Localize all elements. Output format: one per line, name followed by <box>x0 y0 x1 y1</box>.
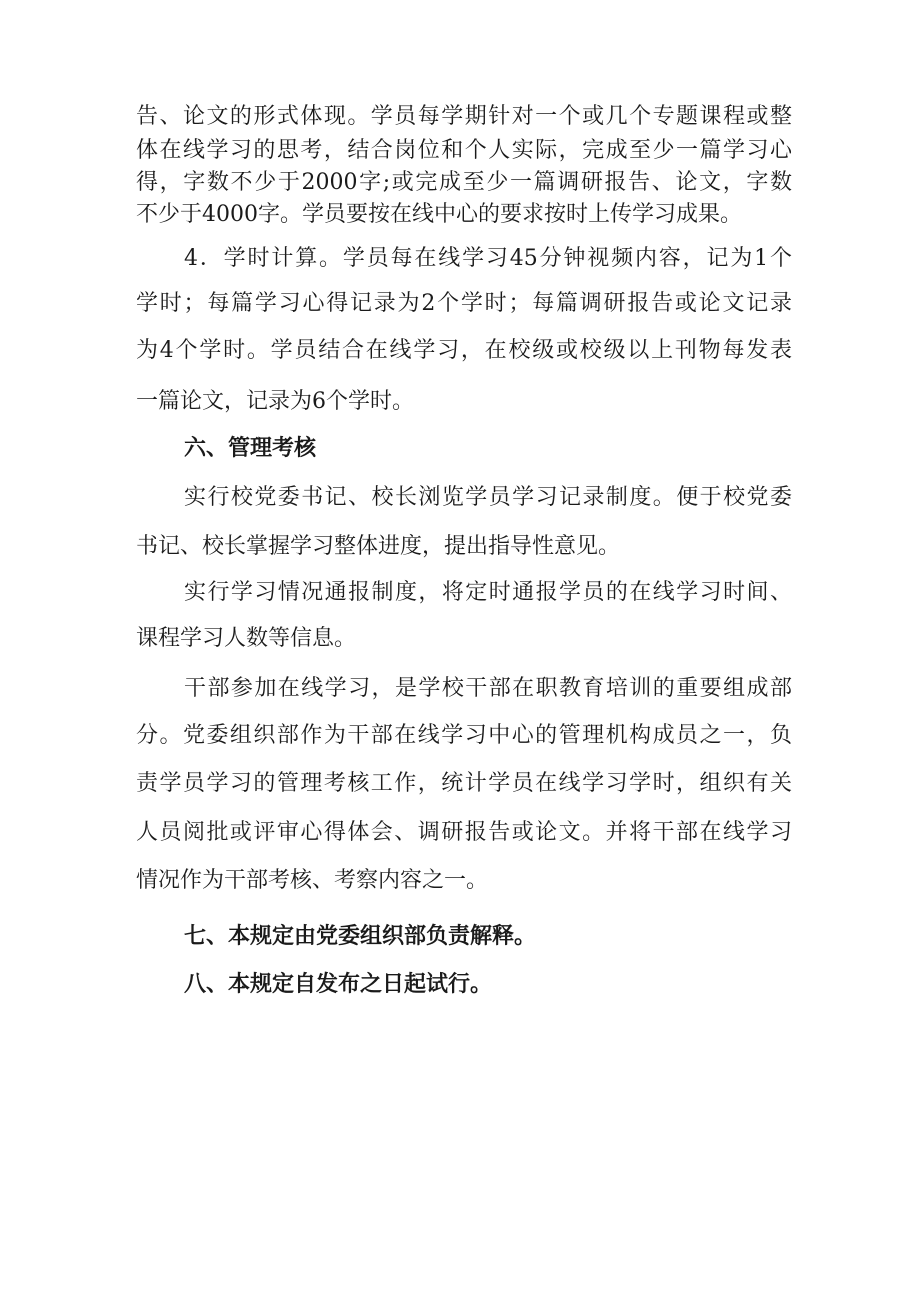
item4-line-4: 一篇论文，记录为6个学时。 <box>136 389 414 414</box>
section6-para3-line-4: 人员阅批或评审心得体会、调研报告或论文。并将干部在线学习 <box>136 820 792 845</box>
section6-para3-line-2: 分。党委组织部作为干部在线学习中心的管理机构成员之一，负 <box>136 723 792 748</box>
section6-para3-line-5: 情况作为干部考核、考察内容之一。 <box>136 868 489 893</box>
intro-line-1: 告、论文的形式体现。学员每学期针对一个或几个专题课程或整 <box>136 104 792 129</box>
section6-para3-line-1: 干部参加在线学习，是学校干部在职教育培训的重要组成部 <box>184 676 792 701</box>
intro-line-2: 体在线学习的思考，结合岗位和个人实际，完成至少一篇学习心 <box>136 138 792 163</box>
section8-heading: 八、本规定自发布之日起试行。 <box>184 972 493 997</box>
section7-heading: 七、本规定由党委组织部负责解释。 <box>184 924 537 949</box>
intro-line-3: 得，字数不少于2000字;或完成至少一篇调研报告、论文，字数 <box>136 170 792 195</box>
section6-para2-line-1: 实行学习情况通报制度，将定时通报学员的在线学习时间、 <box>184 580 792 605</box>
item4-line-2: 学时；每篇学习心得记录为2个学时；每篇调研报告或论文记录 <box>136 291 792 316</box>
section6-para1-line-1: 实行校党委书记、校长浏览学员学习记录制度。便于校党委 <box>184 485 792 510</box>
item4-line-1: 4．学时计算。学员每在线学习45分钟视频内容，记为1个 <box>184 246 792 271</box>
section6-heading: 六、管理考核 <box>184 436 317 461</box>
intro-line-4: 不少于4000字。学员要按在线中心的要求按时上传学习成果。 <box>136 202 742 227</box>
section6-para1-line-2: 书记、校长掌握学习整体进度，提出指导性意见。 <box>136 534 621 559</box>
item4-line-3: 为4个学时。学员结合在线学习，在校级或校级以上刊物每发表 <box>136 338 792 363</box>
section6-para3-line-3: 责学员学习的管理考核工作，统计学员在线学习学时，组织有关 <box>136 771 792 796</box>
section6-para2-line-2: 课程学习人数等信息。 <box>136 626 357 651</box>
